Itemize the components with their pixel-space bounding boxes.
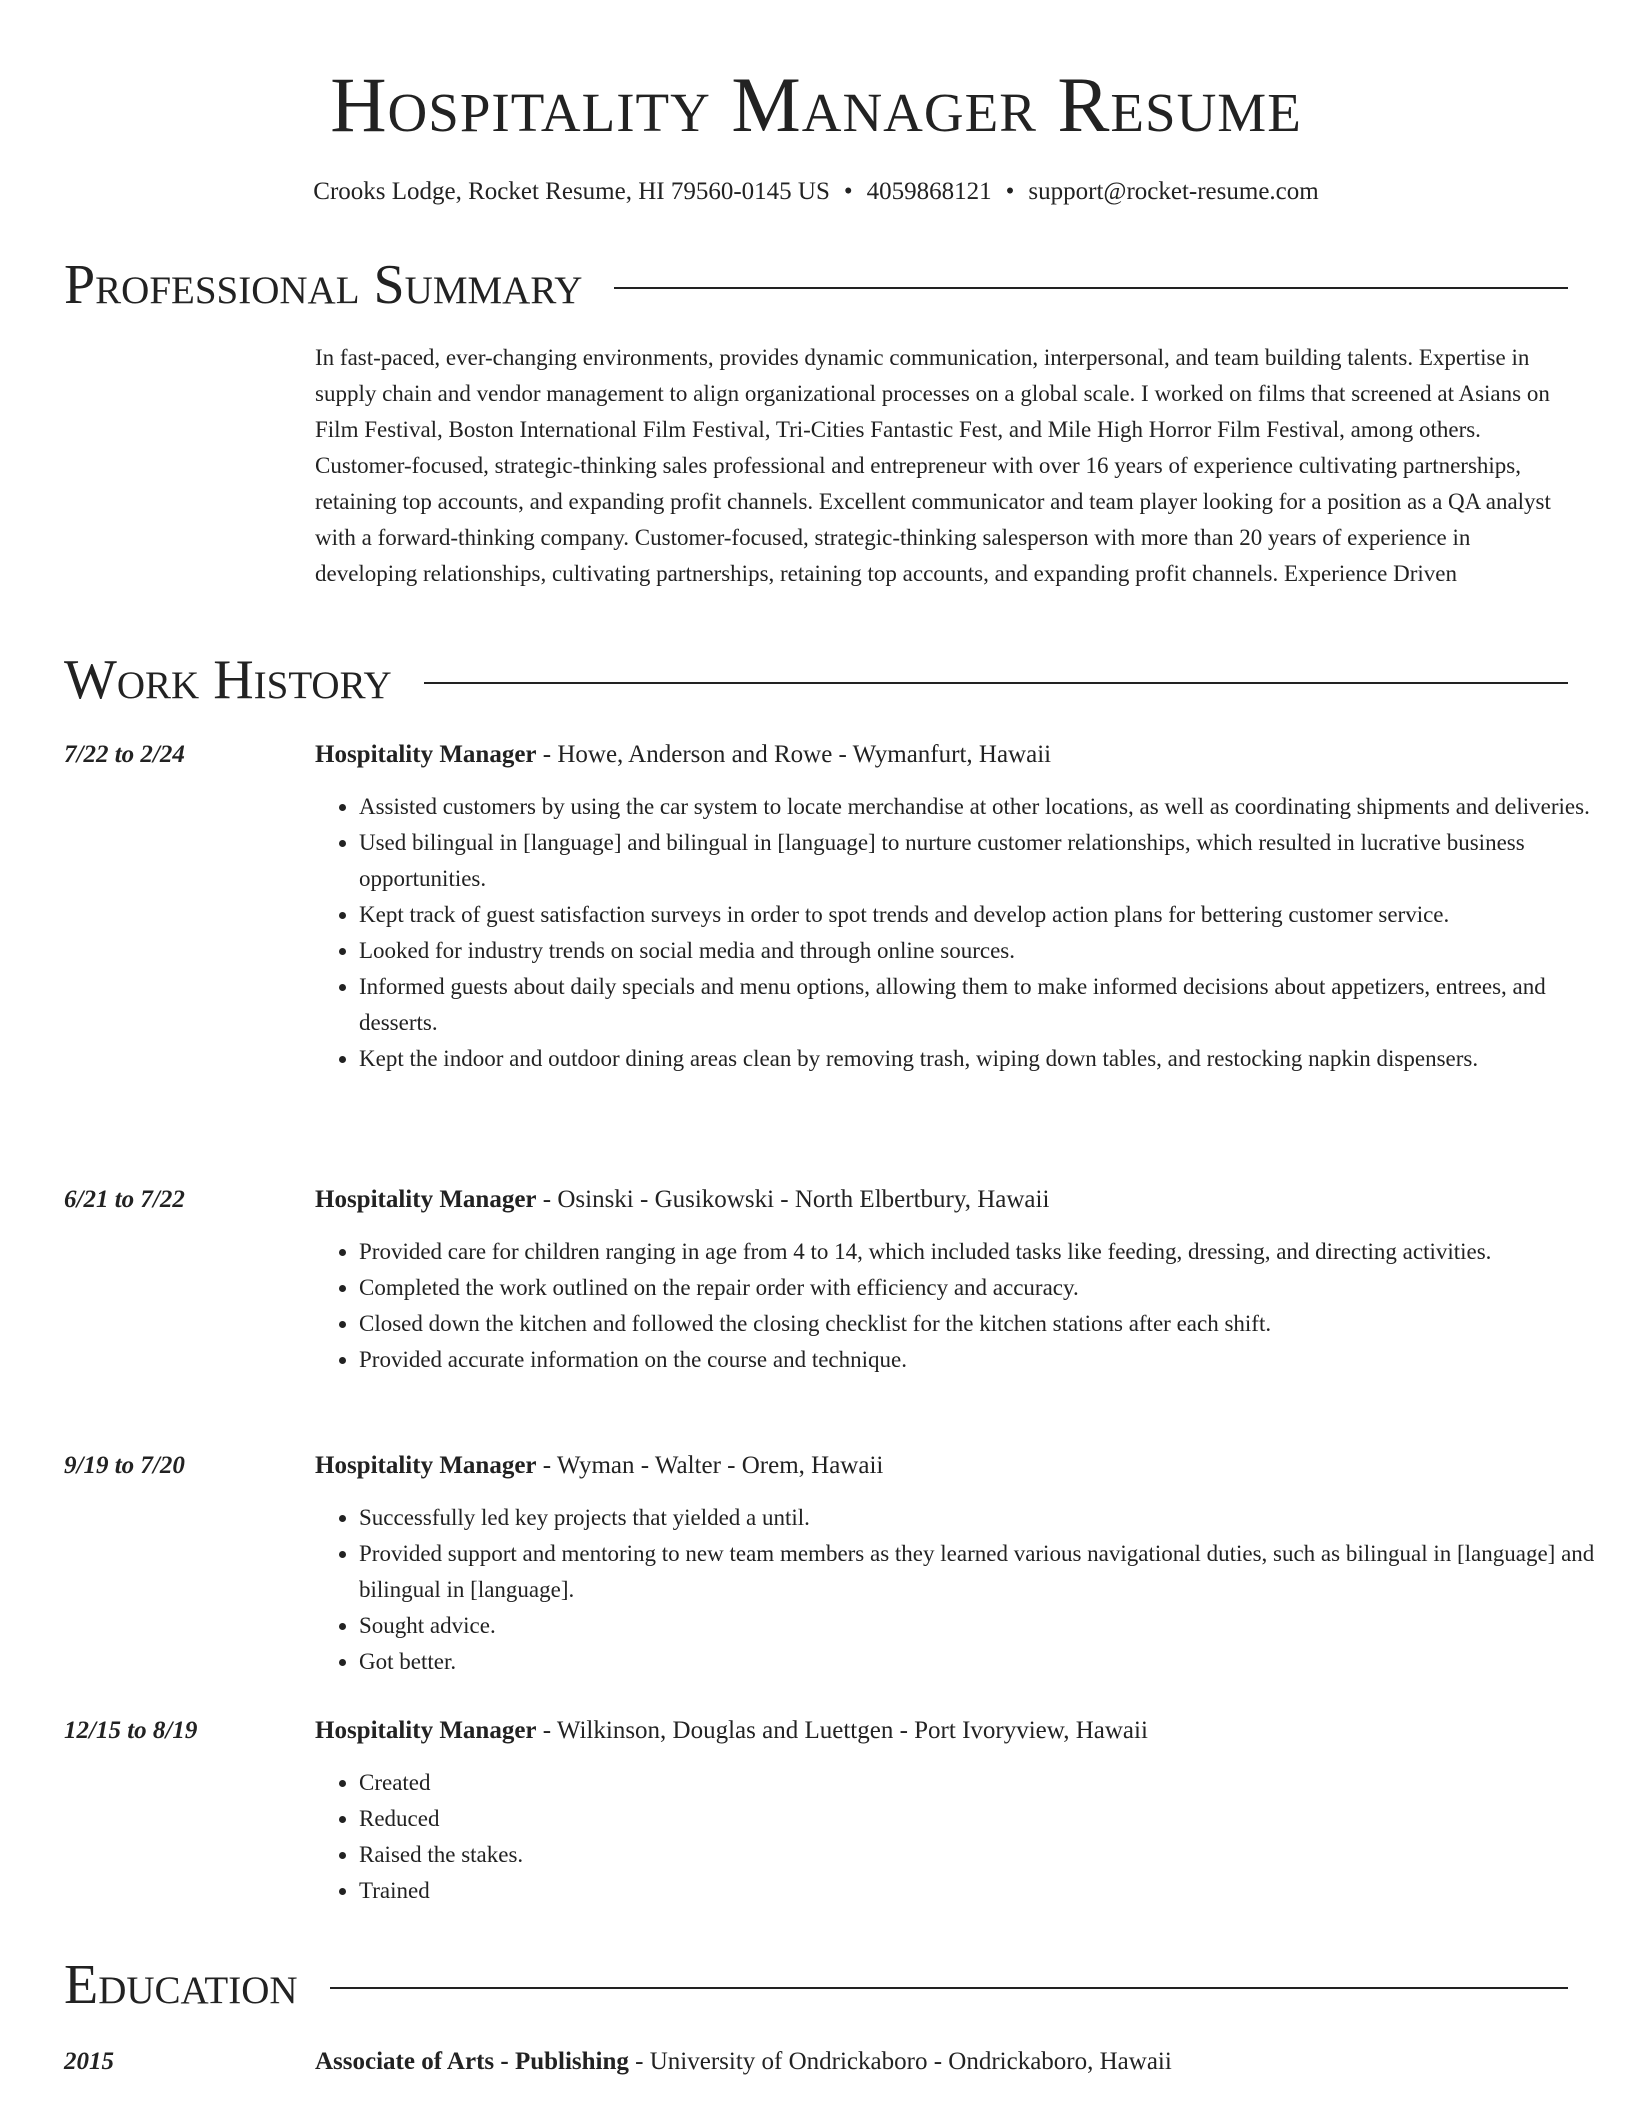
job-heading (315, 1182, 1049, 1218)
resume-title: Hospitality Manager Resume (330, 61, 1302, 148)
contact-phone: 4059868121 (866, 178, 992, 205)
education-details: - University of Ondrickaboro - Ondrickaboro, Hawaii (628, 2048, 1172, 2075)
job-bullets (315, 1500, 1619, 1680)
job-dates: 7/22 to 2/24 (64, 741, 185, 768)
list-item: • Created (359, 1765, 1619, 1801)
contact-separator: • (843, 178, 853, 205)
job-dates: 12/15 to 8/19 (64, 1717, 198, 1744)
list-item: • Looked for industry trends on social media and through online sources. (359, 933, 1619, 969)
list-item: • Kept the indoor and outdoor dining areas clean by removing trash, wiping down tables, and restocking napkin dispensers. (359, 1041, 1619, 1077)
job-heading (315, 737, 1051, 773)
job-title: Hospitality Manager (315, 1717, 537, 1744)
list-item: • Closed down the kitchen and followed the closing checklist for the kitchen stations after each shift. (359, 1306, 1619, 1342)
list-item: • Sought advice. (359, 1608, 1619, 1644)
section-heading-label: Professional Summary (64, 254, 583, 316)
section-heading-label: Work History (64, 649, 392, 711)
section-summary-heading (64, 250, 1568, 320)
section-education-heading (64, 1950, 1568, 2020)
education-year: 2015 (64, 2048, 114, 2075)
job-details: - Wilkinson, Douglas and Luettgen - Port Ivoryview, Hawaii (536, 1717, 1148, 1744)
list-item: • Completed the work outlined on the repair order with efficiency and accuracy. (359, 1270, 1619, 1306)
job-title: Hospitality Manager (315, 1186, 537, 1213)
education-degree: Associate of Arts - Publishing (315, 2048, 629, 2075)
job-title: Hospitality Manager (315, 741, 537, 768)
contact-line (0, 175, 1632, 209)
list-item: • Informed guests about daily specials and menu options, allowing them to make informed decisions about appetizers, entrees, and desserts. (359, 969, 1619, 1041)
list-item: • Raised the stakes. (359, 1837, 1619, 1873)
contact-address: Crooks Lodge, Rocket Resume, HI 79560-0145 US (313, 178, 830, 205)
professional-summary: In fast-paced, ever-changing environments, provides dynamic communication, interpersonal, and team building talents. Expertise in supply chain and vendor management to align organizational processes on a global scale. I worked on films that screened at Asians on Film Festival, Boston International Film Festival, Tri-Cities Fantastic Fest, and Mile High Horror Film Festival, among others. Customer-focused, strategic-thinking sales professional and entrepreneur with over 16 years of experience cultivating partnerships, retaining top accounts, and expanding profit channels. Excellent communicator and team player looking for a position as a QA analyst with a forward-thinking company. Customer-focused, strategic-thinking salesperson with more than 20 years of experience in developing relationships, cultivating partnerships, retaining top accounts, and expanding profit channels. Experience Driven (315, 345, 1551, 586)
job-heading (315, 1713, 1148, 1749)
section-divider (424, 682, 1568, 684)
job-title: Hospitality Manager (315, 1452, 537, 1479)
job-details: - Howe, Anderson and Rowe - Wymanfurt, Hawaii (536, 741, 1052, 768)
list-item: • Reduced (359, 1801, 1619, 1837)
job-details: - Wyman - Walter - Orem, Hawaii (536, 1452, 884, 1479)
list-item: • Kept track of guest satisfaction surveys in order to spot trends and develop action plans for bettering customer service. (359, 897, 1619, 933)
list-item: • Provided accurate information on the course and technique. (359, 1342, 1619, 1378)
list-item: • Got better. (359, 1644, 1619, 1680)
section-heading-label: Education (64, 1954, 298, 2016)
job-heading (315, 1448, 883, 1484)
job-dates: 6/21 to 7/22 (64, 1186, 185, 1213)
list-item: • Assisted customers by using the car system to locate merchandise at other locations, as well as coordinating shipments and deliveries. (359, 789, 1619, 825)
job-bullets (315, 789, 1619, 1077)
job-bullets (315, 1234, 1619, 1378)
list-item: • Provided support and mentoring to new team members as they learned various navigational duties, such as bilingual in [language] and bilingual in [language]. (359, 1536, 1619, 1608)
contact-separator: • (1005, 178, 1015, 205)
list-item: • Used bilingual in [language] and bilingual in [language] to nurture customer relationships, which resulted in lucrative business opportunities. (359, 825, 1619, 897)
education-heading (315, 2044, 1172, 2080)
job-details: - Osinski - Gusikowski - North Elbertbury, Hawaii (536, 1186, 1050, 1213)
list-item: • Provided care for children ranging in age from 4 to 14, which included tasks like feeding, dressing, and directing activities. (359, 1234, 1619, 1270)
contact-email: support@rocket-resume.com (1028, 178, 1319, 205)
section-divider (330, 1987, 1568, 1989)
job-bullets (315, 1765, 1619, 1909)
job-dates: 9/19 to 7/20 (64, 1452, 185, 1479)
list-item: • Successfully led key projects that yielded a until. (359, 1500, 1619, 1536)
list-item: • Trained (359, 1873, 1619, 1909)
section-divider (614, 287, 1568, 289)
section-work-heading (64, 645, 1568, 715)
